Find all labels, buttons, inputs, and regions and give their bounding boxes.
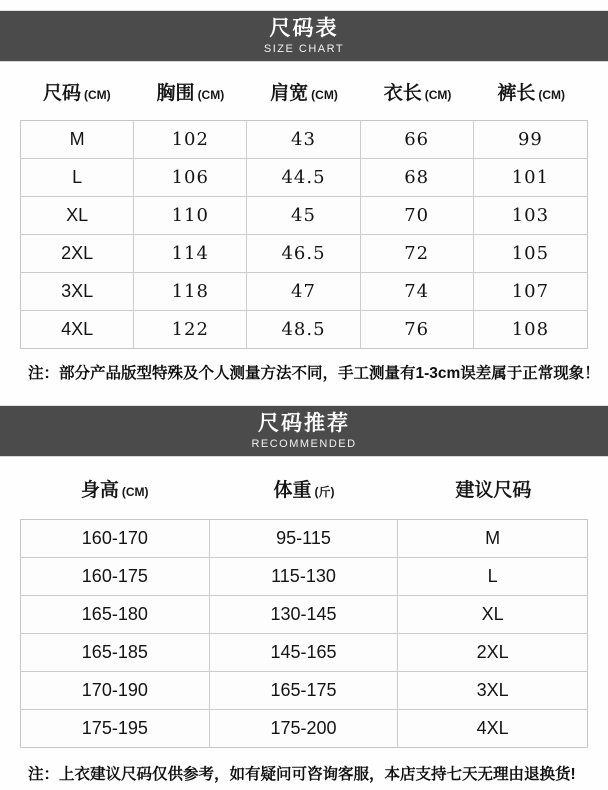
table-cell: 107: [474, 273, 587, 311]
size-chart-banner: [0, 10, 608, 62]
recommend-banner: [0, 405, 608, 457]
size-chart-note: 注：部分产品版型特殊及个人测量方法不同，手工测量有1-3cm误差属于正常现象！: [28, 365, 600, 382]
table-cell: 48.5: [247, 311, 360, 348]
table-row: [21, 710, 587, 747]
table-cell: XL: [21, 197, 134, 235]
table-cell: 170-190: [21, 672, 210, 710]
table-cell: 175-200: [210, 710, 399, 747]
table-cell: 110: [134, 197, 247, 235]
table-cell: 68: [361, 159, 474, 197]
column-header-unit: (CM): [197, 87, 225, 102]
recommend-note: 注：上衣建议尺码仅供参考，如有疑问可咨询客服，本店支持七天无理由退换货!: [28, 766, 576, 783]
size-chart-table: [20, 120, 588, 349]
table-cell: 145-165: [210, 634, 399, 672]
table-cell: 2XL: [21, 235, 134, 273]
table-cell: 3XL: [21, 273, 134, 311]
table-cell: 3XL: [398, 672, 587, 710]
table-cell: 115-130: [210, 558, 399, 596]
column-header-unit: (斤): [314, 484, 335, 499]
table-cell: 44.5: [247, 159, 360, 197]
table-cell: XL: [398, 596, 587, 634]
column-header: [81, 475, 149, 502]
table-cell: 160-175: [21, 558, 210, 596]
column-header: [270, 78, 338, 105]
size-chart-title: 尺码表: [269, 16, 339, 40]
table-cell: 46.5: [247, 235, 360, 273]
table-cell: 108: [511, 319, 550, 340]
table-row: [21, 197, 587, 235]
table-cell: 72: [361, 235, 474, 273]
recommend-table: [20, 519, 588, 748]
table-row: [21, 273, 587, 311]
size-chart-page: [0, 10, 608, 790]
column-header-label: 体重: [273, 479, 312, 501]
table-cell: 165-175: [210, 672, 399, 710]
table-cell: 101: [474, 159, 587, 197]
table-cell: 66: [361, 121, 474, 159]
table-cell: 99: [474, 121, 587, 159]
column-header: [43, 78, 111, 105]
table-cell: 74: [361, 273, 474, 311]
size-chart-column-headers: [20, 62, 588, 120]
recommend-column-headers: [20, 457, 588, 519]
column-header: [273, 475, 334, 502]
table-cell: 175-195: [21, 710, 210, 747]
column-header-label: 衣长: [383, 82, 422, 104]
table-cell: 106: [134, 159, 247, 197]
table-cell: 70: [361, 197, 474, 235]
table-row: [21, 520, 587, 558]
table-row: [21, 235, 587, 273]
column-header-label: 建议尺码: [455, 479, 532, 501]
column-header-label: 身高: [80, 479, 119, 501]
table-cell: 47: [247, 273, 360, 311]
size-chart-subtitle: SIZE CHART: [263, 43, 345, 56]
column-header: [497, 78, 565, 105]
table-row: [21, 121, 587, 159]
column-header-unit: (CM): [121, 484, 149, 499]
table-cell: 118: [134, 273, 247, 311]
table-cell: 4XL: [476, 718, 509, 738]
table-cell: L: [398, 558, 587, 596]
table-cell: 43: [247, 121, 360, 159]
recommend-title: 尺码推荐: [258, 411, 350, 435]
table-cell: 102: [134, 121, 247, 159]
table-cell: 130-145: [210, 596, 399, 634]
table-cell: 160-170: [21, 520, 210, 558]
recommend-subtitle: RECOMMENDED: [251, 438, 357, 451]
column-header-unit: (CM): [83, 87, 111, 102]
table-row: [21, 672, 587, 710]
table-cell: 76: [361, 311, 474, 348]
column-header: [157, 78, 225, 105]
column-header: [384, 78, 452, 105]
column-header-unit: (CM): [538, 87, 566, 102]
table-row: [21, 596, 587, 634]
table-cell: L: [21, 159, 134, 197]
table-cell: 165-185: [21, 634, 210, 672]
table-cell: 45: [247, 197, 360, 235]
column-header-unit: (CM): [424, 87, 452, 102]
table-row: [21, 159, 587, 197]
table-cell: 105: [474, 235, 587, 273]
table-cell: 4XL: [21, 311, 134, 348]
column-header-label: 胸围: [156, 82, 195, 104]
table-cell: 114: [134, 235, 247, 273]
column-header-label: 肩宽: [270, 82, 309, 104]
table-cell: M: [398, 520, 587, 558]
table-row: [21, 558, 587, 596]
table-cell: 2XL: [398, 634, 587, 672]
column-header-label: 裤长: [497, 82, 536, 104]
table-cell: 122: [134, 311, 247, 348]
table-cell: 95-115: [210, 520, 399, 558]
table-row: [21, 634, 587, 672]
table-cell: 103: [474, 197, 587, 235]
table-row: [21, 311, 587, 348]
table-cell: M: [21, 121, 134, 159]
table-cell: 165-180: [21, 596, 210, 634]
column-header: [455, 475, 531, 502]
column-header-unit: (CM): [311, 87, 338, 102]
column-header-label: 尺码: [42, 82, 81, 104]
